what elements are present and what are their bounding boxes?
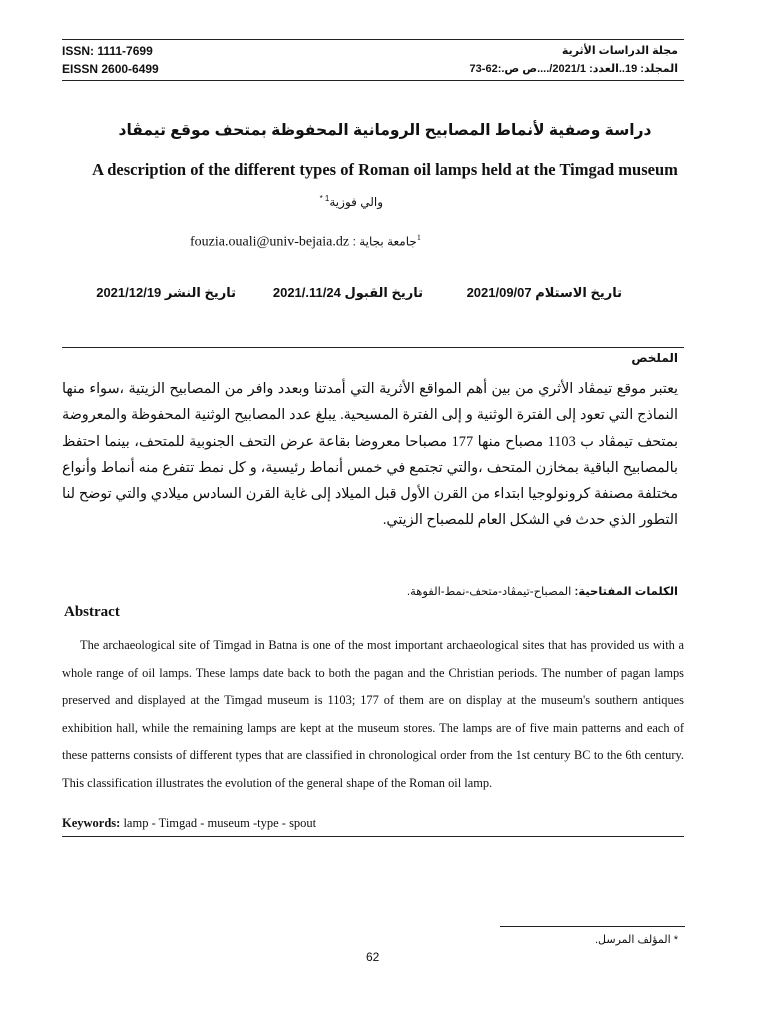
date-published-value: 2021/12/19 [96, 285, 162, 300]
date-published [96, 285, 236, 301]
eissn: EISSN 2600-6499 [62, 62, 159, 76]
keywords-rule [62, 836, 684, 837]
affiliation-line [190, 233, 421, 251]
keywords-arabic [407, 584, 678, 598]
header-bottom-rule [62, 80, 684, 81]
keywords-english-label: Keywords: [62, 816, 121, 830]
section-rule [62, 347, 684, 348]
title-arabic: دراسة وصفية لأنماط المصابيح الرومانية المحفوظة بمتحف موقع تيمڤاد [118, 122, 652, 139]
date-received-value: 2021/09/07 [466, 285, 532, 300]
date-accepted [273, 285, 423, 301]
page-number: 62 [366, 950, 380, 964]
title-english: A description of the different types of Roman oil lamps held at the Timgad museum [92, 160, 678, 179]
author-name: والي فوزية [329, 195, 383, 209]
date-accepted-label: تاريخ القبول [344, 285, 423, 300]
affiliation-number: 1 [416, 233, 421, 242]
header-top-rule [62, 39, 684, 40]
keywords-english-value: lamp - Timgad - museum -type - spout [123, 816, 317, 830]
affiliation: جامعة بجاية : [352, 234, 417, 249]
author [320, 194, 383, 209]
footnote: * المؤلف المرسل. [594, 934, 678, 946]
date-published-label: تاريخ النشر [164, 285, 236, 300]
summary-body-arabic: يعتبر موقع تيمڤاد الأثري من بين أهم المواقع الأثرية التي أمدتنا وبعدد وافر من المصابيح الزيتية ،سواء منها النماذج التي تعود إلى الفترة الوثنية و إلى الفترة المسيحية. يبلغ عدد المصابيح الوثنية المحفوظة والمعروضة بمتحف تيمڤاد ب 1103 مصباح منها 177 مصباحا معروضا بقاعة عرض التحف الجنوبية للمتحف، بينما احتفظ بالمصابيح الباقية بمخازن المتحف ،والتي تجتمع في خمس أنماط رئيسية، و كل نمط تتفرع منه أنماط وأنواع مختلفة مصنفة كرونولوجيا ابتداء من القرن الأول قبل الميلاد إلى غاية القرن السادس ميلادي والتي توضح لنا التطور الذي حدث في الشكل العام للمصباح الزيتي. [62, 381, 678, 529]
summary-heading-arabic: الملخص [631, 351, 678, 365]
keywords-english [62, 816, 316, 831]
journal-name: مجلة الدراسات الأثرية [561, 45, 678, 57]
keywords-arabic-label: الكلمات المفتاحية: [574, 586, 678, 598]
date-received-label: تاريخ الاستلام [535, 285, 622, 300]
footnote-rule [500, 926, 685, 927]
author-marks: 1 * [319, 194, 330, 203]
author-email[interactable]: fouzia.ouali@univ-bejaia.dz [190, 234, 350, 250]
date-received [467, 285, 622, 301]
date-accepted-value: 2021/.11/24 [272, 285, 341, 300]
volume-line: المجلد: 19..العدد: 2021/1/....ص ص.:62-73 [469, 63, 678, 75]
keywords-arabic-value: المصباح-تيمڤاد-متحف-نمط-الفوهة. [406, 586, 572, 598]
issn: ISSN: 1111-7699 [62, 44, 153, 58]
abstract-body: The archaeological site of Timgad in Batna is one of the most important archaeological sites that has provided us with a whole range of oil lamps. These lamps date back to both the pagan and the Christian periods. The number of pagan lamps preserved and displayed at the Timgad museum is 1103; 177 of them are on display at the museum's southern antiques exhibition hall, while the remaining lamps are kept at the museum stores. The lamps are of five main patterns and each of these patterns consists of different types that are classified in chronological order from the 1st century BC to the 6th century. This classification illustrates the evolution of the general shape of the Roman oil lamp. [62, 638, 684, 790]
abstract-heading: Abstract [64, 604, 120, 620]
